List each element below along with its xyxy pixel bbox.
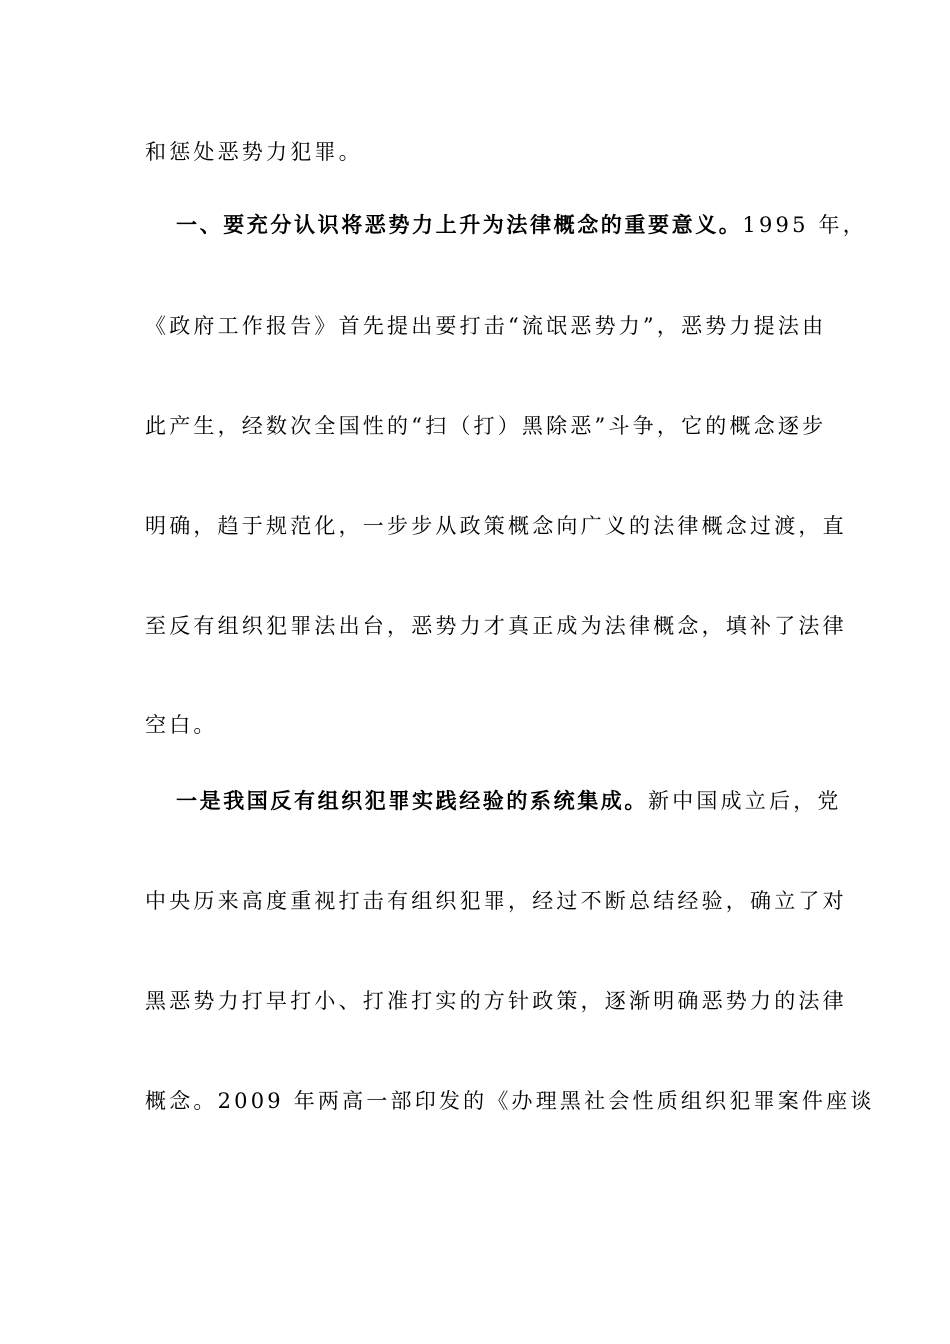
subheading-continuation: 新中国成立后，党 [648,789,842,813]
paragraph-line-11: 概念。2009 年两高一部印发的《办理黑社会性质组织犯罪案件座谈 [145,1089,875,1113]
paragraph-line-10: 黑恶势力打早打小、打准打实的方针政策，逐渐明确恶势力的法律 [145,989,847,1013]
paragraph-line-7: 空白。 [145,713,218,737]
paragraph-line-9: 中央历来高度重视打击有组织犯罪，经过不断总结经验，确立了对 [145,889,847,913]
section-heading-continuation: 1995 年， [742,213,867,237]
section-heading-line [176,211,867,239]
paragraph-line-3: 《政府工作报告》首先提出要打击“流氓恶势力”，恶势力提法由 [145,314,827,338]
subheading: 一是我国反有组织犯罪实践经验的系统集成。 [176,788,648,813]
paragraph-line-4: 此产生，经数次全国性的“扫（打）黑除恶”斗争，它的概念逐步 [145,414,827,438]
subheading-line [176,787,842,815]
paragraph-line-6: 至反有组织犯罪法出台，恶势力才真正成为法律概念，填补了法律 [145,614,847,638]
paragraph-line-5: 明确，趋于规范化，一步步从政策概念向广义的法律概念过渡，直 [145,514,847,538]
paragraph-line-1: 和惩处恶势力犯罪。 [145,140,363,164]
section-heading: 一、要充分认识将恶势力上升为法律概念的重要意义。 [176,212,743,237]
